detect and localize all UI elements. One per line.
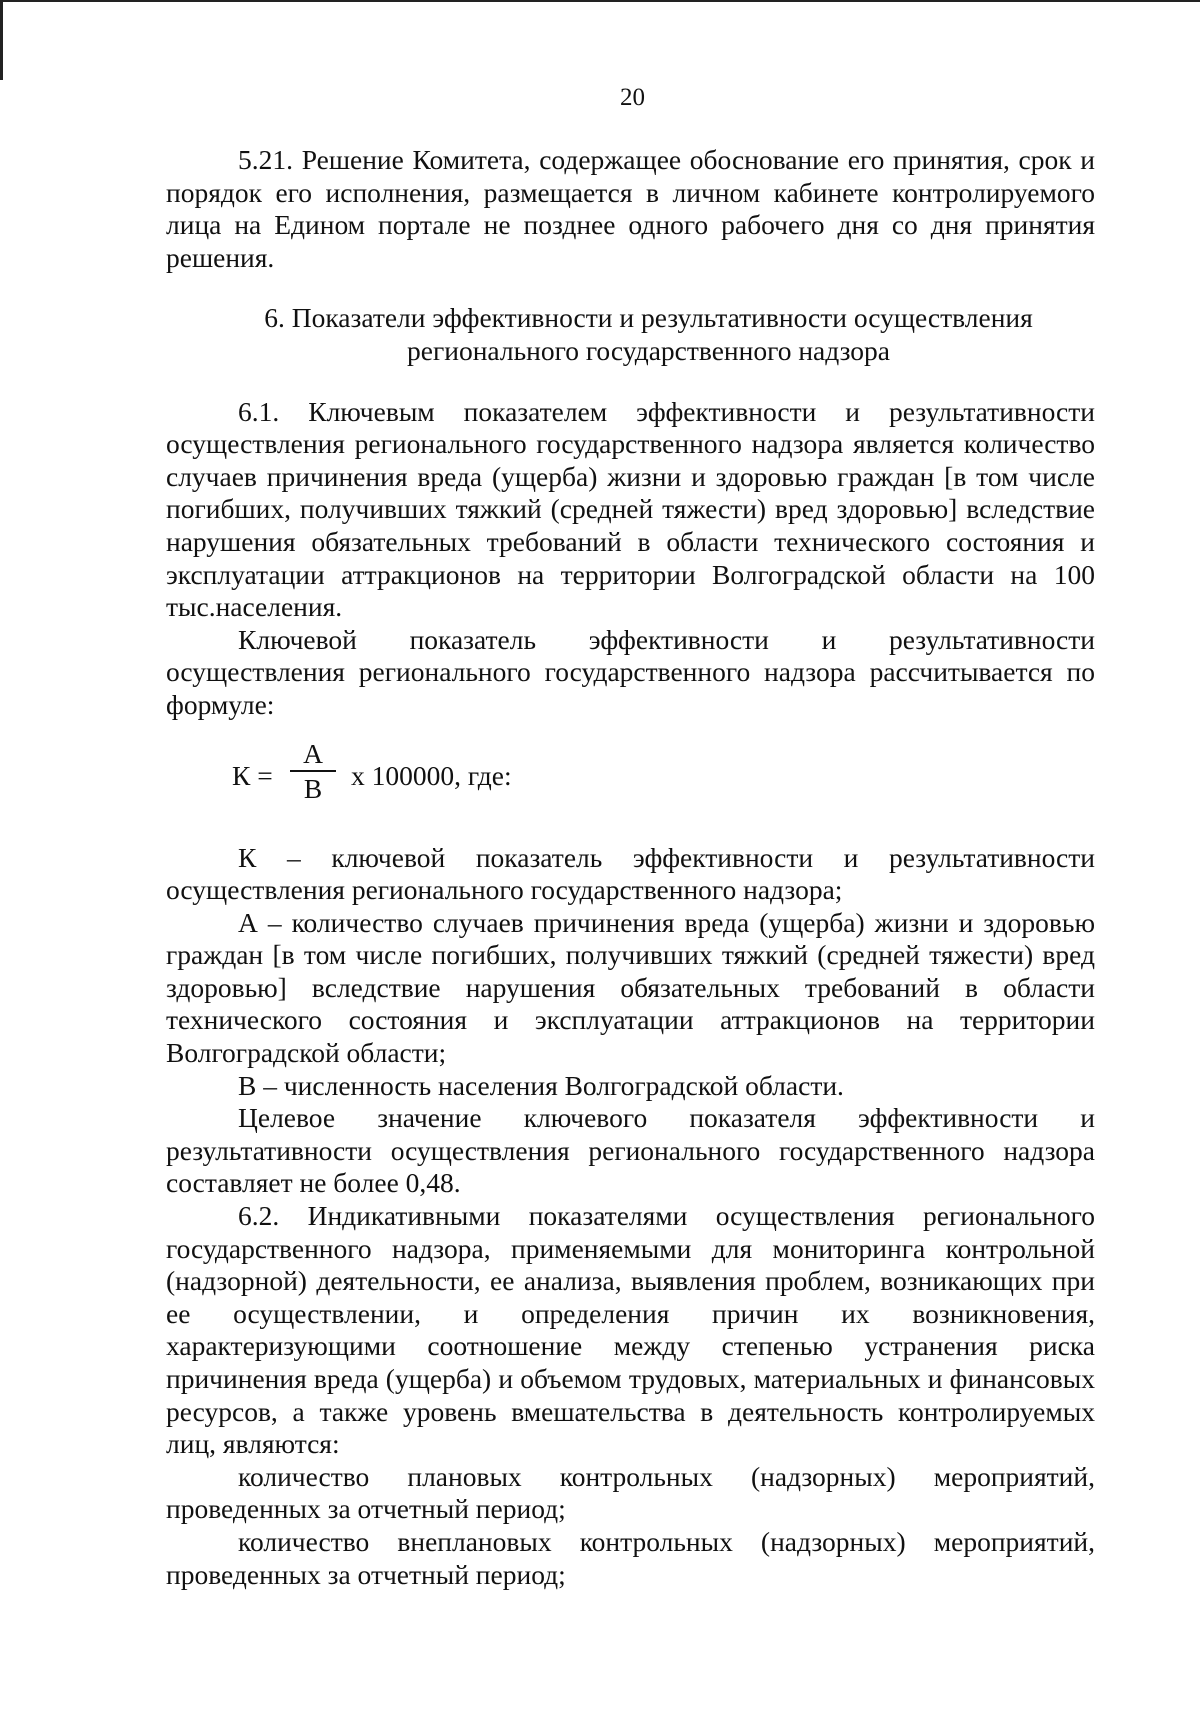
definition-a: А – количество случаев причинения вреда (ущерба) жизни и здоровью граждан [в том числе погибших, получивших тяжкий (средней тяжести) вред здоровью] вследствие нарушения обязательных требований в области технического состояния и эксплуатации аттракционов на территории Волгоградской области; [166,906,1095,1069]
definition-b: В – численность населения Волгоградской области. [238,1069,844,1101]
scan-edge-left [0,0,3,80]
spacer [166,368,1095,396]
paragraph-5-21: 5.21. Решение Комитета, содержащее обоснование его принятия, срок и порядок его исполнения, размещается в личном кабинете контролируемого лица на Едином портале не позднее одного рабочего дня со дня принятия решения. [166,144,1095,273]
formula-rhs: x 100000, где: [351,759,512,791]
definition-k: К – ключевой показатель эффективности и результативности осуществления регионального государственного надзора; [166,841,1095,906]
section-heading-line-1: 6. Показатели эффективности и результативности осуществления [264,302,1033,334]
formula-lhs: К = [232,759,273,791]
paragraph-target-value: Целевое значение ключевого показателя эффективности и результативности осуществления регионального государственного надзора составляет не более 0,48. [166,1102,1095,1199]
formula-fraction [290,737,336,804]
paragraph-6-2: 6.2. Индикативными показателями осуществления регионального государственного надзора, применяемыми для мониторинга контрольной (надзорной) деятельности, ее анализа, выявления проблем, возникающих при ее осуществлении, и определения причин их возникновения, характеризующими соотношение между степенью устранения риска причинения вреда (ущерба) и объемом трудовых, материальных и финансовых ресурсов, а также уровень вмешательства в деятельность контролируемых лиц, являются: [166,1200,1095,1460]
page-number: 20 [620,84,645,111]
spacer [166,832,1095,842]
list-item-planned-inspections: количество плановых контрольных (надзорных) мероприятий, проведенных за отчетный период; [166,1460,1095,1525]
section-heading-line-2: регионального государственного надзора [407,334,890,366]
fraction-bar [290,770,336,772]
paragraph-6-1: 6.1. Ключевым показателем эффективности и результативности осуществления регионального государственного надзора является количество случаев причинения вреда (ущерба) жизни и здоровью граждан [в том числе погибших, получивших тяжкий (средней тяжести) вред здоровью] вследствие нарушения обязательных требований в области технического состояния и эксплуатации аттракционов на территории Волгоградской области на 100 тыс.населения. [166,395,1095,623]
scan-edge-top [0,0,1200,2]
spacer [166,274,1095,302]
paragraph-formula-intro: Ключевой показатель эффективности и результативности осуществления регионального государственного надзора рассчитывается по формуле: [166,623,1095,720]
formula-denominator: В [303,772,323,804]
list-item-unplanned-inspections: количество внеплановых контрольных (надзорных) мероприятий, проведенных за отчетный период; [166,1525,1095,1590]
formula-numerator: А [303,737,323,769]
formula [166,722,1095,832]
document-body [166,144,1095,1591]
